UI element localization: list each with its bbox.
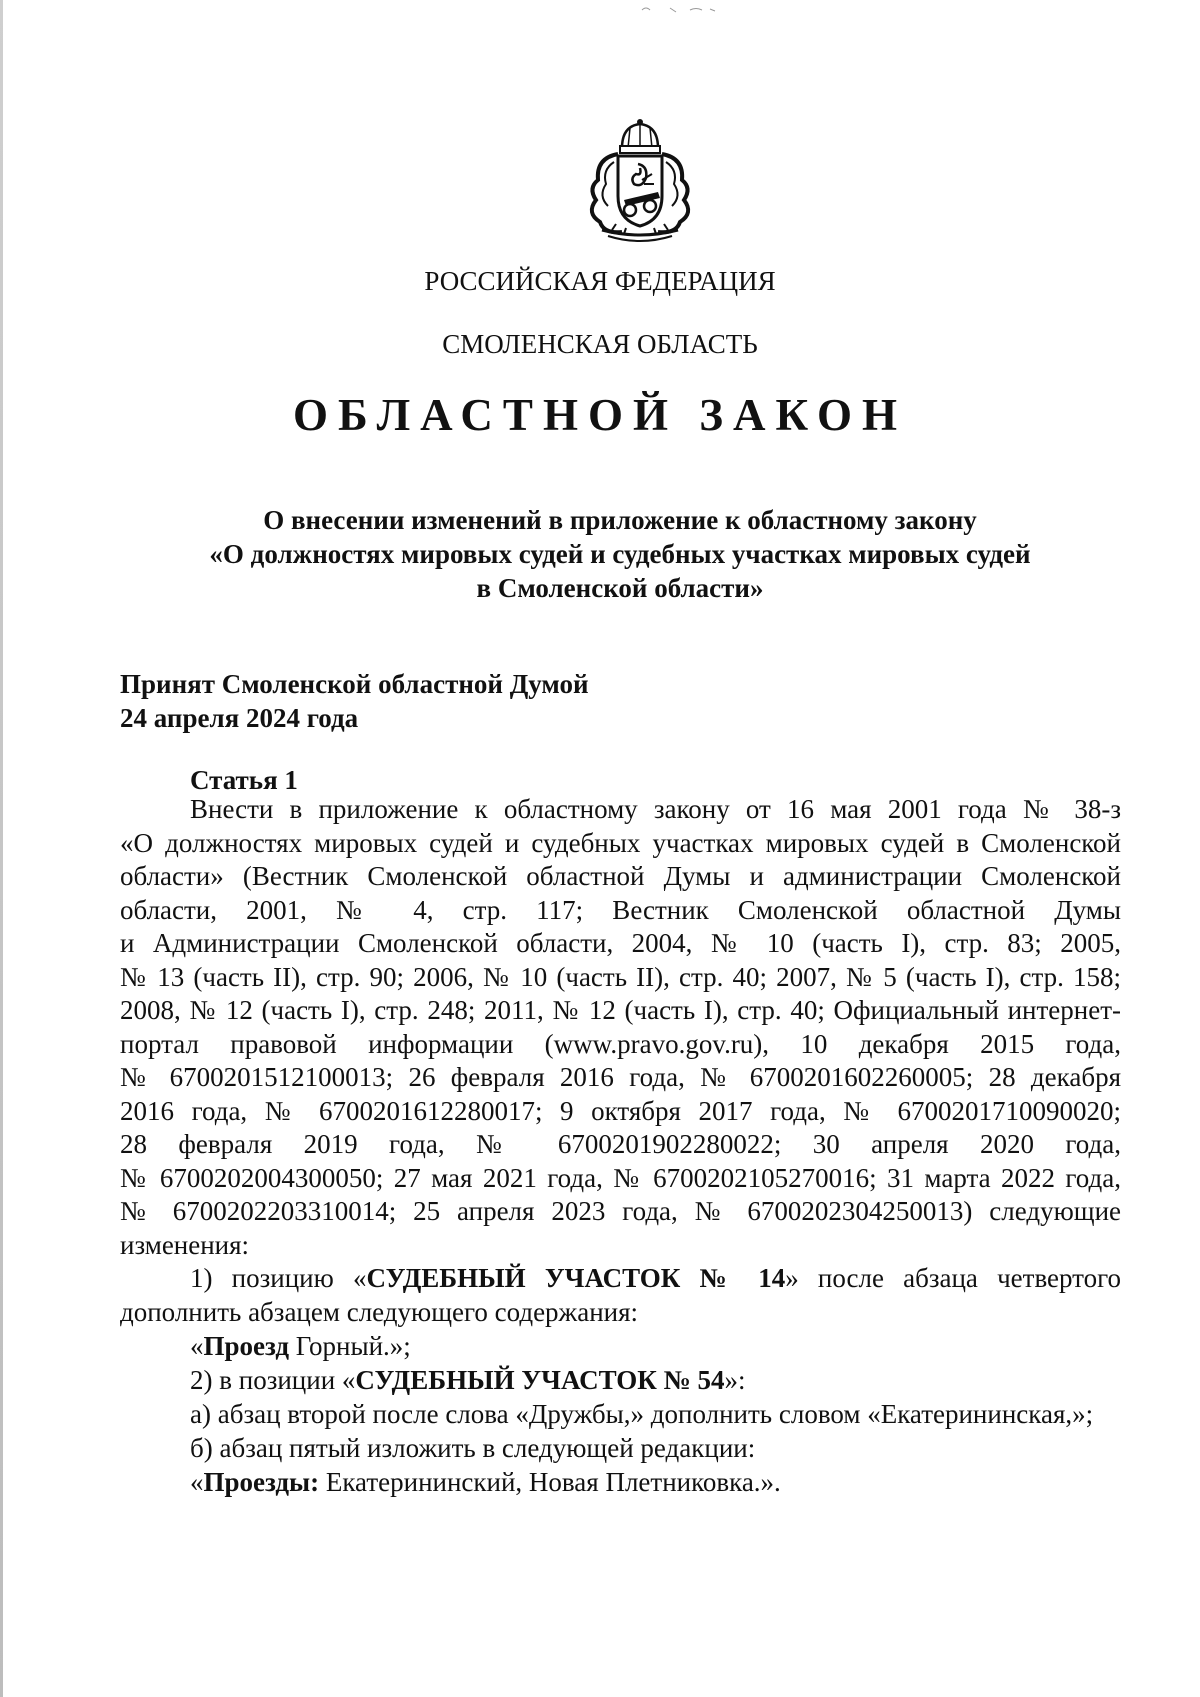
body-line: области» (Вестник Смоленской областной Думы и администрации Смоленской bbox=[120, 861, 1121, 891]
adoption-info bbox=[120, 667, 589, 735]
body-line: № 6700202004300050; 27 мая 2021 года, № 6700202105270016; 31 марта 2022 года, bbox=[120, 1162, 1121, 1193]
subject-line: О внесении изменений в приложение к областному закону bbox=[263, 505, 977, 535]
body-line: 2016 года, № 6700201612280017; 9 октября 2017 года, № 6700201710090020; bbox=[120, 1095, 1121, 1126]
item-2a: а) абзац второй после слова «Дружбы,» дополнить словом «Екатерининская,»; bbox=[190, 1399, 1094, 1429]
body-line: области, 2001, № 4, стр. 117; Вестник Смоленской областной Думы bbox=[120, 894, 1121, 925]
body-line: 2008, № 12 (часть I), стр. 248; 2011, № 12 (часть I), стр. 40; Официальный интернет- bbox=[120, 995, 1121, 1025]
court-district-54: СУДЕБНЫЙ УЧАСТОК № 54 bbox=[355, 1365, 725, 1395]
body-line: портал правовой информации (www.pravo.gov.ru), 10 декабря 2015 года, bbox=[120, 1028, 1121, 1059]
document-type-title: ОБЛАСТНОЙ ЗАКОН bbox=[293, 390, 907, 440]
body-line: № 13 (часть II), стр. 90; 2006, № 10 (часть II), стр. 40; 2007, № 5 (часть I), стр. 158; bbox=[120, 961, 1121, 992]
body-line: № 6700201512100013; 26 февраля 2016 года, № 6700201602260005; 28 декабря bbox=[120, 1062, 1121, 1092]
body-line: «О должностях мировых судей и судебных участках мировых судей в Смоленской bbox=[120, 827, 1121, 858]
item-1: 1) позицию «СУДЕБНЫЙ УЧАСТОК № 14» после абзаца четвертого bbox=[190, 1263, 1122, 1293]
coat-of-arms-icon bbox=[578, 118, 702, 246]
body-line: № 6700202203310014; 25 апреля 2023 года, № 6700202304250013) следующие bbox=[120, 1196, 1121, 1226]
body-line: изменения: bbox=[120, 1229, 250, 1260]
item-1-continuation: дополнить абзацем следующего содержания: bbox=[120, 1297, 639, 1327]
subject-line: «О должностях мировых судей и судебных участках мировых судей bbox=[209, 539, 1031, 569]
region-title: СМОЛЕНСКАЯ ОБЛАСТЬ bbox=[442, 329, 758, 359]
article-body bbox=[120, 793, 1121, 1262]
law-subject bbox=[160, 503, 1080, 605]
subject-line: в Смоленской области» bbox=[476, 573, 764, 603]
article-heading: Статья 1 bbox=[190, 765, 298, 795]
court-district-14: СУДЕБНЫЙ УЧАСТОК № 14 bbox=[366, 1263, 786, 1293]
item-2: 2) в позиции «СУДЕБНЫЙ УЧАСТОК № 54»: bbox=[190, 1365, 746, 1395]
body-line: 28 февраля 2019 года, № 6700201902280022; 30 апреля 2020 года, bbox=[120, 1129, 1121, 1159]
adopted-by: Принят Смоленской областной Думой bbox=[120, 669, 589, 699]
item-2b: б) абзац пятый изложить в следующей редакции: bbox=[190, 1433, 756, 1463]
scan-marks bbox=[640, 4, 720, 16]
body-line: Внести в приложение к областному закону от 16 мая 2001 года № 38-з bbox=[190, 794, 1121, 824]
scan-edge bbox=[0, 0, 3, 1697]
body-line: и Администрации Смоленской области, 2004, № 10 (часть I), стр. 83; 2005, bbox=[120, 928, 1121, 958]
adoption-date: 24 апреля 2024 года bbox=[120, 703, 359, 733]
country-title: РОССИЙСКАЯ ФЕДЕРАЦИЯ bbox=[424, 266, 776, 296]
quote-2: «Проезды: Екатерининский, Новая Плетниковка.». bbox=[190, 1467, 781, 1497]
quote-1: «Проезд Горный.»; bbox=[190, 1331, 411, 1361]
